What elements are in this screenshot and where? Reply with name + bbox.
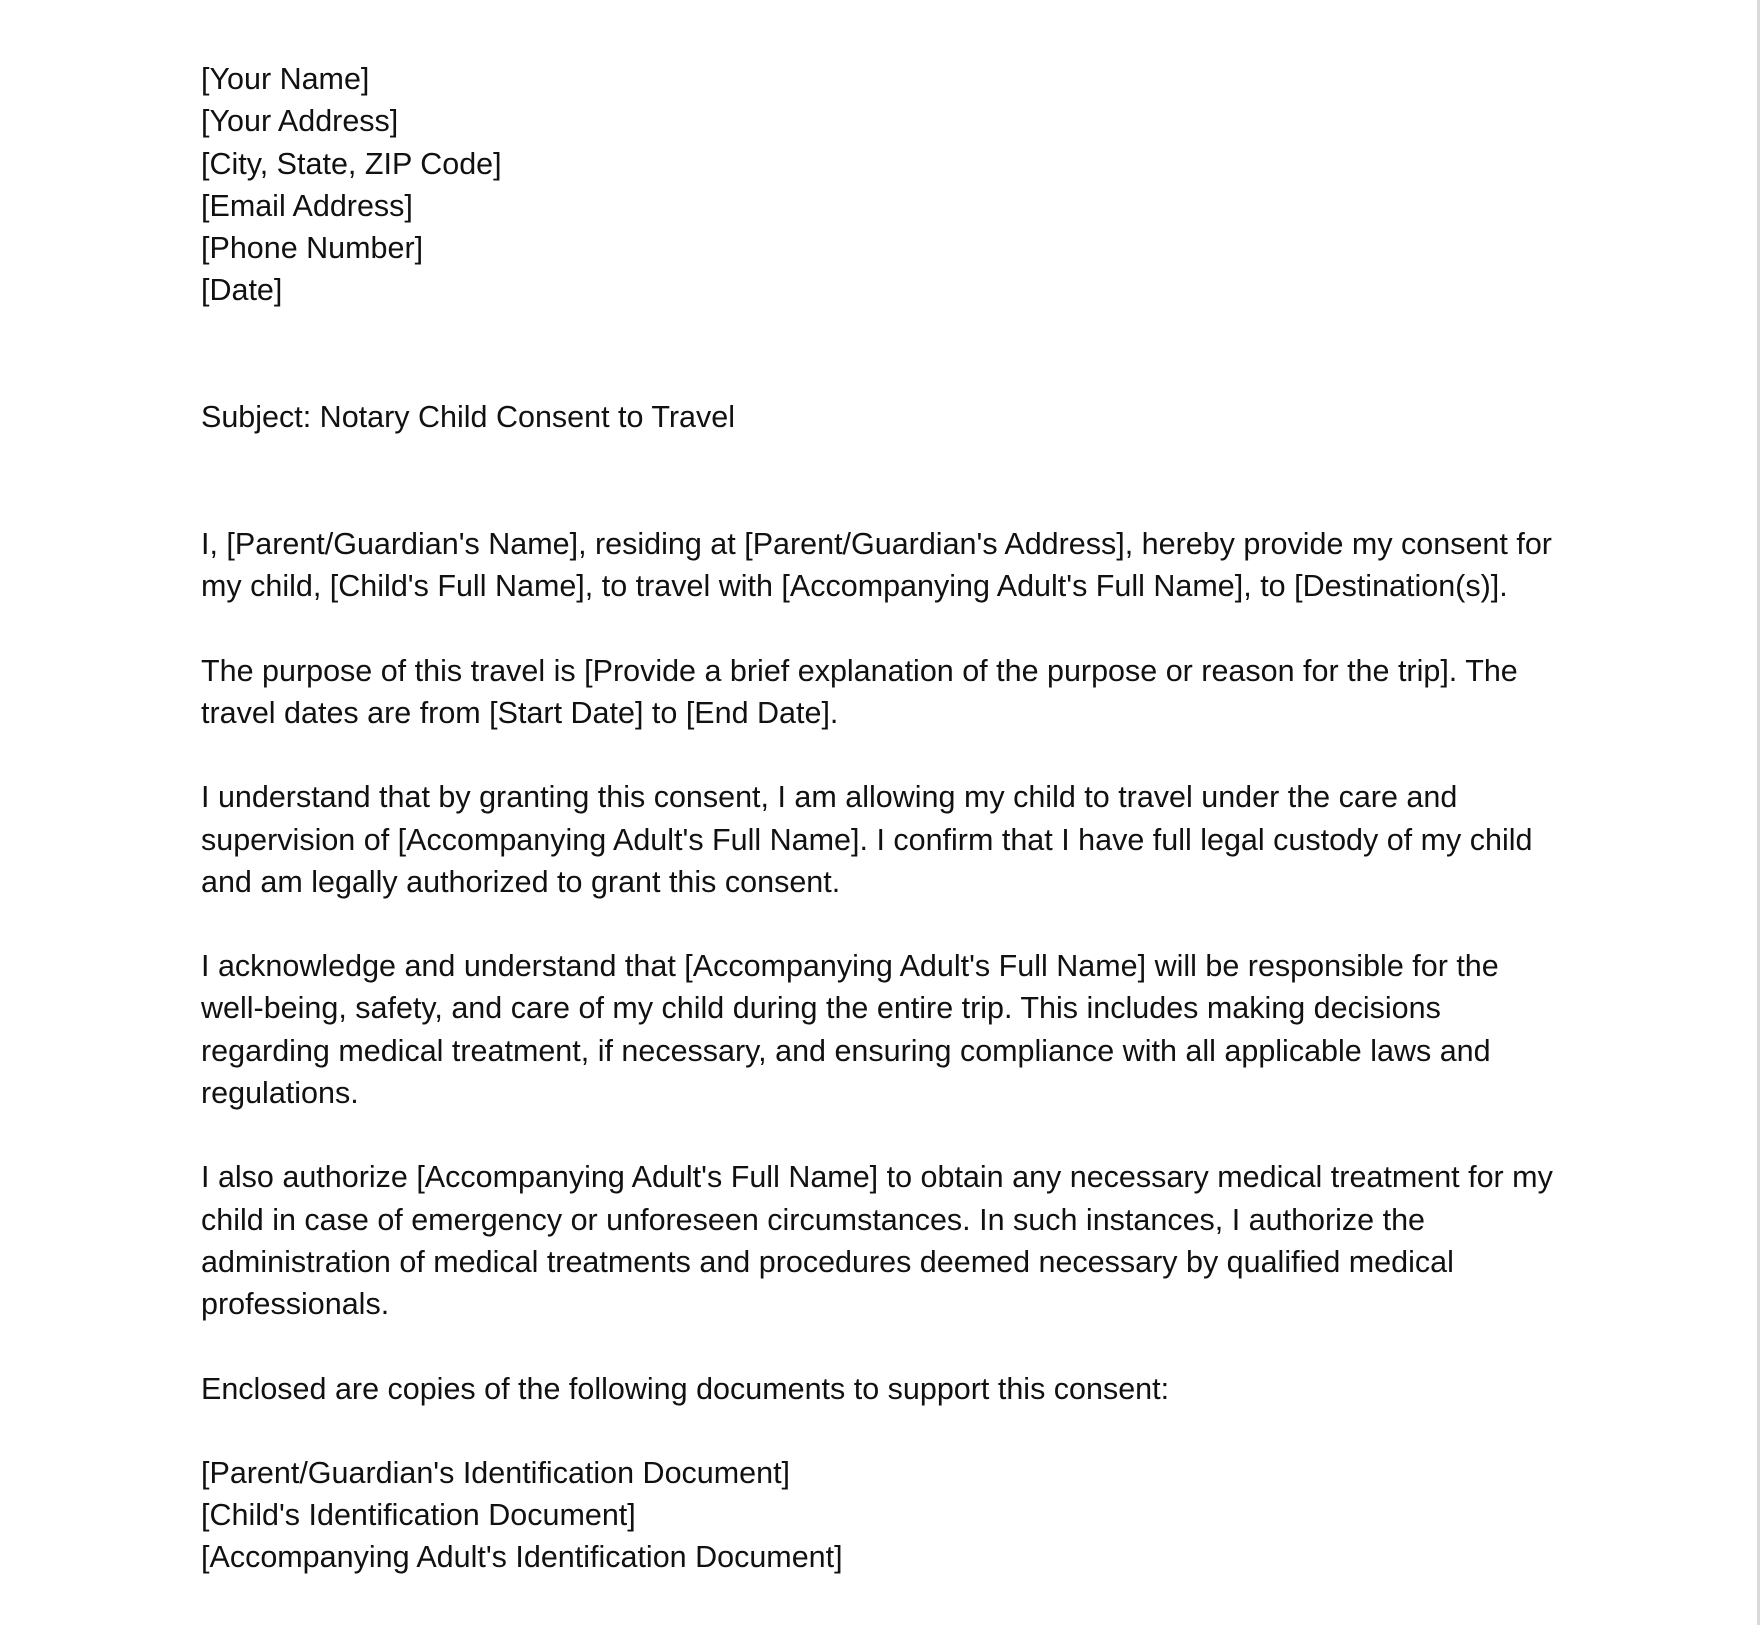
enclosed-document-item: [Child's Identification Document] — [201, 1498, 636, 1533]
letter-date: [Date] — [201, 273, 283, 308]
enclosed-documents-list — [201, 1452, 1561, 1579]
subject-line: Subject: Notary Child Consent to Travel — [201, 399, 736, 434]
spacer — [201, 1410, 1561, 1452]
sender-address: [Your Address] — [201, 104, 399, 139]
consent-letter — [201, 58, 1561, 1579]
body-paragraph: I, [Parent/Guardian's Name], residing at [Parent/Guardian's Address], hereby provide my consent for my child, [Child's Full Name], to travel with [Accompanying Adult's Full Name], to [Destination(s)]. — [201, 527, 1552, 604]
letter-body — [201, 523, 1561, 1410]
enclosed-document-item: [Accompanying Adult's Identification Document] — [201, 1540, 843, 1575]
body-paragraph: I also authorize [Accompanying Adult's Full Name] to obtain any necessary medical treatment for my child in case of emergency or unforeseen circumstances. In such instances, I authorize the administration of medical treatments and procedures deemed necessary by qualified medical professionals. — [201, 1160, 1553, 1322]
sender-block — [201, 58, 1561, 312]
sender-name: [Your Name] — [201, 62, 370, 96]
sender-phone: [Phone Number] — [201, 231, 424, 266]
spacer — [201, 438, 1561, 523]
spacer — [201, 312, 1561, 396]
sender-city-state-zip: [City, State, ZIP Code] — [201, 146, 502, 181]
enclosed-document-item: [Parent/Guardian's Identification Document] — [201, 1455, 791, 1490]
body-paragraph: I understand that by granting this consent, I am allowing my child to travel under the care and supervision of [Accompanying Adult's Full Name]. I confirm that I have full legal custody of my child and am legally authorized to grant this consent. — [201, 780, 1533, 899]
sender-email: [Email Address] — [201, 188, 413, 223]
body-paragraph: The purpose of this travel is [Provide a brief explanation of the purpose or reason for the trip]. The travel dates are from [Start Date] to [End Date]. — [201, 653, 1518, 730]
body-paragraph: I acknowledge and understand that [Accompanying Adult's Full Name] will be responsible for the well-being, safety, and care of my child during the entire trip. This includes making decisions regarding medical treatment, if necessary, and ensuring compliance with all applicable laws and regulations. — [201, 949, 1499, 1111]
body-paragraph: Enclosed are copies of the following documents to support this consent: — [201, 1371, 1170, 1406]
